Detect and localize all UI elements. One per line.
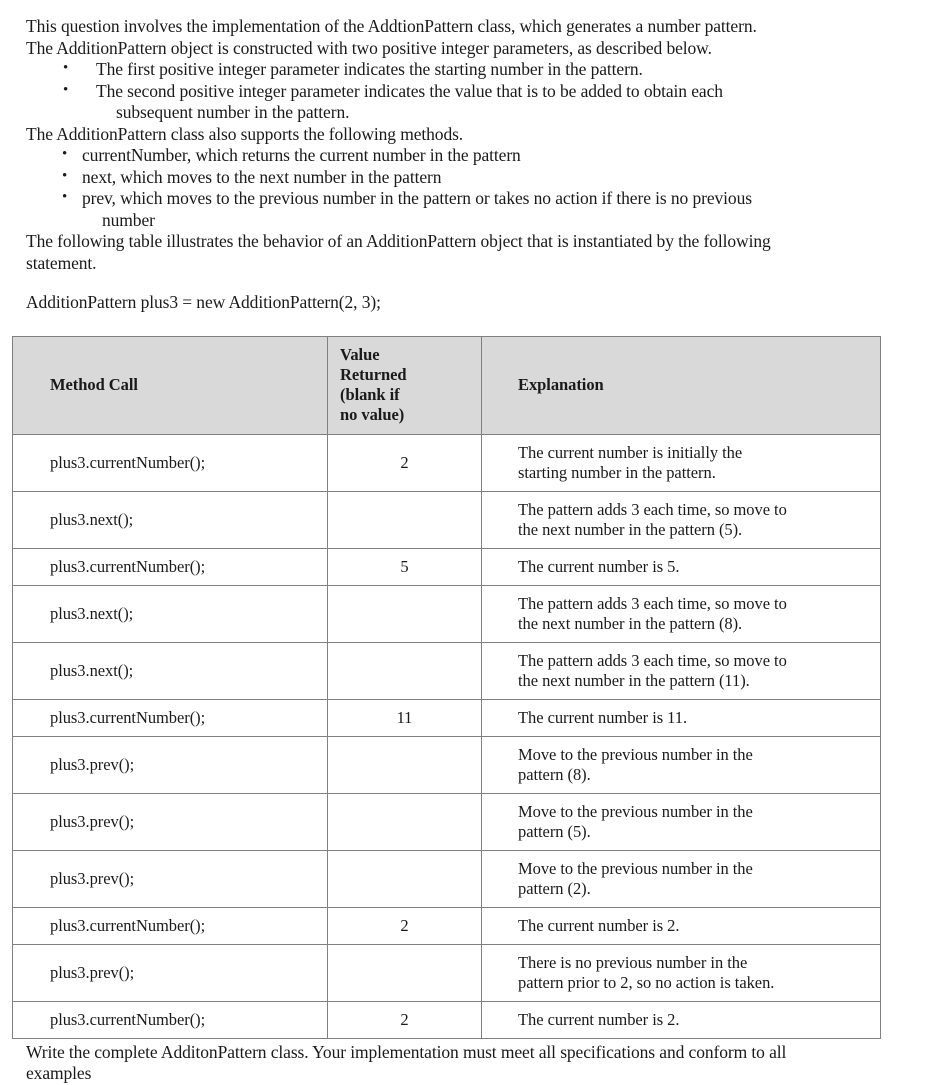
parameter-bullet-text-cont: subsequent number in the pattern. [116,102,350,122]
cell-value-returned [328,491,482,548]
parameter-bullet-item [26,81,907,124]
intro-section [0,0,933,313]
table-lead-line-1: The following table illustrates the behavior of an AdditionPattern object that is instantiated by the following [26,231,771,251]
behavior-table-wrapper [0,331,933,1039]
explanation-line: pattern (2). [518,878,591,898]
parameter-bullet-item: • The first positive integer parameter indicates the starting number in the pattern. [26,59,907,81]
parameter-bullet-list [26,59,907,124]
explanation-line: pattern prior to 2, so no action is taken. [518,972,775,992]
closing-line-2: examples [26,1063,92,1083]
table-row [13,434,881,491]
cell-method-call: plus3.currentNumber(); [13,699,328,736]
cell-method-call: plus3.prev(); [13,736,328,793]
explanation-line: There is no previous number in the [518,952,748,972]
explanation-line: Move to the previous number in the [518,801,753,821]
table-row [13,944,881,1001]
method-bullet-item-currentnumber: • currentNumber, which returns the current number in the pattern [26,145,907,167]
behavior-table [12,336,881,1039]
cell-value-returned: 11 [328,699,482,736]
cell-explanation [482,491,881,548]
table-lead-line-2: statement. [26,252,97,273]
method-bullet-text-cont: number [102,209,155,230]
explanation-line: The current number is 2. [518,1009,680,1029]
cell-value-returned [328,793,482,850]
cell-method-call: plus3.next(); [13,491,328,548]
table-row [13,907,881,944]
explanation-line: The pattern adds 3 each time, so move to [518,650,787,670]
value-header-line-4: no value) [340,405,405,424]
method-bullet-text: prev, which moves to the previous number in the pattern or takes no action if there is no previous [82,188,752,208]
cell-method-call: plus3.currentNumber(); [13,548,328,585]
explanation-line: pattern (5). [518,821,591,841]
table-head [13,336,881,434]
explanation-line: The current number is initially the [518,442,743,462]
explanation-line: The pattern adds 3 each time, so move to [518,499,787,519]
explanation-line: The pattern adds 3 each time, so move to [518,593,787,613]
table-row [13,850,881,907]
explanation-line: Move to the previous number in the [518,744,753,764]
parameter-bullet-text: The second positive integer parameter indicates the value that is to be added to obtain each [96,80,723,101]
cell-explanation [482,548,881,585]
constructor-statement: AdditionPattern plus3 = new AdditionPattern(2, 3); [26,291,381,312]
cell-explanation [482,944,881,1001]
cell-explanation [482,736,881,793]
cell-method-call: plus3.currentNumber(); [13,1001,328,1038]
cell-value-returned [328,642,482,699]
method-bullet-item-next: • next, which moves to the next number in the pattern [26,167,907,189]
table-row [13,585,881,642]
column-header-value-returned [328,336,482,434]
closing-line-1: Write the complete AdditonPattern class. Your implementation must meet all specifications and conform to all [26,1041,787,1062]
cell-explanation [482,1001,881,1038]
cell-method-call: plus3.next(); [13,642,328,699]
cell-method-call: plus3.currentNumber(); [13,907,328,944]
column-header-explanation: Explanation [482,336,881,434]
explanation-line: the next number in the pattern (11). [518,670,750,690]
cell-explanation [482,585,881,642]
methods-lead-line: The AdditionPattern class also supports the following methods. [26,123,464,144]
explanation-line: starting number in the pattern. [518,462,716,482]
table-row [13,699,881,736]
cell-explanation [482,793,881,850]
value-header-line-3: (blank if [340,385,400,404]
intro-line-2: The AdditionPattern object is constructed with two positive integer parameters, as described below. [26,37,712,58]
cell-method-call: plus3.currentNumber(); [13,434,328,491]
cell-value-returned: 2 [328,1001,482,1038]
closing-section [0,1039,933,1085]
table-header-row [13,336,881,434]
cell-method-call: plus3.prev(); [13,944,328,1001]
explanation-line: The current number is 2. [518,915,680,935]
explanation-line: pattern (8). [518,764,591,784]
cell-explanation [482,907,881,944]
explanation-line: the next number in the pattern (5). [518,519,743,539]
column-header-method-call: Method Call [13,336,328,434]
table-row [13,1001,881,1038]
method-bullet-item-prev [26,188,907,231]
cell-explanation [482,642,881,699]
cell-explanation [482,434,881,491]
cell-value-returned [328,736,482,793]
intro-line-1: This question involves the implementation of the AddtionPattern class, which generates a number pattern. [26,16,757,36]
table-row [13,548,881,585]
cell-method-call: plus3.prev(); [13,850,328,907]
cell-value-returned: 5 [328,548,482,585]
explanation-line: Move to the previous number in the [518,858,753,878]
value-header-line-2: Returned [340,365,407,384]
table-row [13,793,881,850]
table-row [13,491,881,548]
explanation-line: The current number is 11. [518,707,688,727]
cell-method-call: plus3.next(); [13,585,328,642]
cell-explanation [482,850,881,907]
cell-explanation [482,699,881,736]
cell-value-returned: 2 [328,434,482,491]
explanation-line: the next number in the pattern (8). [518,613,743,633]
table-row [13,642,881,699]
cell-value-returned [328,850,482,907]
cell-value-returned [328,585,482,642]
table-row [13,736,881,793]
table-body [13,434,881,1038]
explanation-line: The current number is 5. [518,556,680,576]
method-bullet-list [26,145,907,231]
cell-value-returned: 2 [328,907,482,944]
value-header-line-1: Value [340,345,380,364]
cell-method-call: plus3.prev(); [13,793,328,850]
cell-value-returned [328,944,482,1001]
